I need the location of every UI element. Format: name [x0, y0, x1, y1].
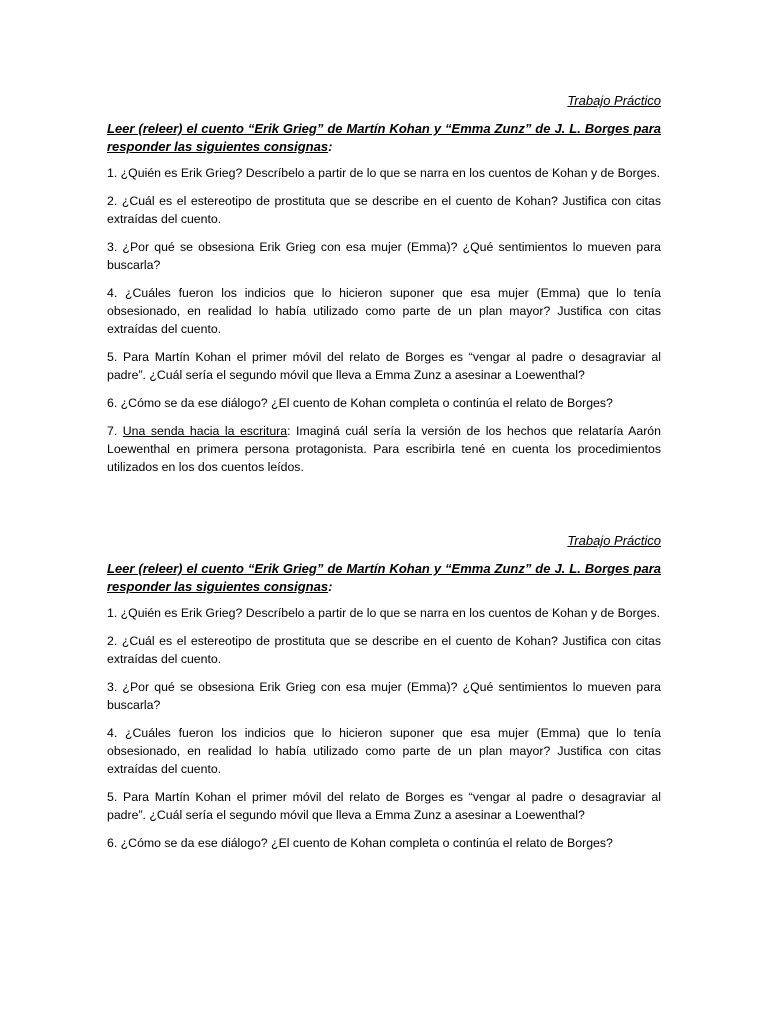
question-7 — [107, 422, 661, 476]
question-1: 1. ¿Quién es Erik Grieg? Descríbelo a partir de lo que se narra en los cuentos de Kohan y de Borges. — [107, 606, 660, 620]
intro-colon: : — [328, 579, 333, 594]
question-5: 5. Para Martín Kohan el primer móvil del relato de Borges es “vengar al padre o desagraviar al padre”. ¿Cuál sería el segundo móvil que lleva a Emma Zunz a asesinar a Loewenthal? — [107, 350, 661, 382]
question-5: 5. Para Martín Kohan el primer móvil del relato de Borges es “vengar al padre o desagraviar al padre”. ¿Cuál sería el segundo móvil que lleva a Emma Zunz a asesinar a Loewenthal? — [107, 790, 661, 822]
question-6: 6. ¿Cómo se da ese diálogo? ¿El cuento de Kohan completa o continúa el relato de Borges? — [107, 396, 613, 410]
section-title: Trabajo Práctico — [567, 93, 661, 108]
section-title: Trabajo Práctico — [567, 533, 661, 548]
question-3: 3. ¿Por qué se obsesiona Erik Grieg con esa mujer (Emma)? ¿Qué sentimientos lo mueven para buscarla? — [107, 240, 661, 272]
worksheet-section-1 — [107, 92, 661, 486]
section-intro — [107, 560, 661, 596]
question-7-text: : Imaginá cuál sería la versión de los hechos que relataría Aarón Loewenthal en primera persona protagonista. Para escribirla tené en cuenta los procedimientos utilizados en los dos cuentos leídos. — [107, 424, 661, 474]
question-7-lead: Una senda hacia la escritura — [122, 424, 288, 438]
intro-colon: : — [328, 139, 333, 154]
question-4: 4. ¿Cuáles fueron los indicios que lo hicieron suponer que esa mujer (Emma) que lo tenía obsesionado, en realidad lo había utilizado como parte de un plan mayor? Justifica con citas extraídas del cuento. — [107, 286, 661, 336]
question-2: 2. ¿Cuál es el estereotipo de prostituta que se describe en el cuento de Kohan? Justifica con citas extraídas del cuento. — [107, 194, 661, 226]
intro-text: Leer (releer) el cuento “Erik Grieg” de Martín Kohan y “Emma Zunz” de J. L. Borges para responder las siguientes consignas — [107, 561, 661, 594]
question-1: 1. ¿Quién es Erik Grieg? Descríbelo a partir de lo que se narra en los cuentos de Kohan y de Borges. — [107, 166, 660, 180]
question-4: 4. ¿Cuáles fueron los indicios que lo hicieron suponer que esa mujer (Emma) que lo tenía obsesionado, en realidad lo había utilizado como parte de un plan mayor? Justifica con citas extraídas del cuento. — [107, 726, 661, 776]
question-2: 2. ¿Cuál es el estereotipo de prostituta que se describe en el cuento de Kohan? Justifica con citas extraídas del cuento. — [107, 634, 661, 666]
intro-text: Leer (releer) el cuento “Erik Grieg” de Martín Kohan y “Emma Zunz” de J. L. Borges para responder las siguientes consignas — [107, 121, 661, 154]
worksheet-section-2 — [107, 532, 661, 862]
question-6: 6. ¿Cómo se da ese diálogo? ¿El cuento de Kohan completa o continúa el relato de Borges? — [107, 836, 613, 850]
question-7-number: 7. — [107, 424, 123, 438]
section-intro — [107, 120, 661, 156]
question-3: 3. ¿Por qué se obsesiona Erik Grieg con esa mujer (Emma)? ¿Qué sentimientos lo mueven para buscarla? — [107, 680, 661, 712]
